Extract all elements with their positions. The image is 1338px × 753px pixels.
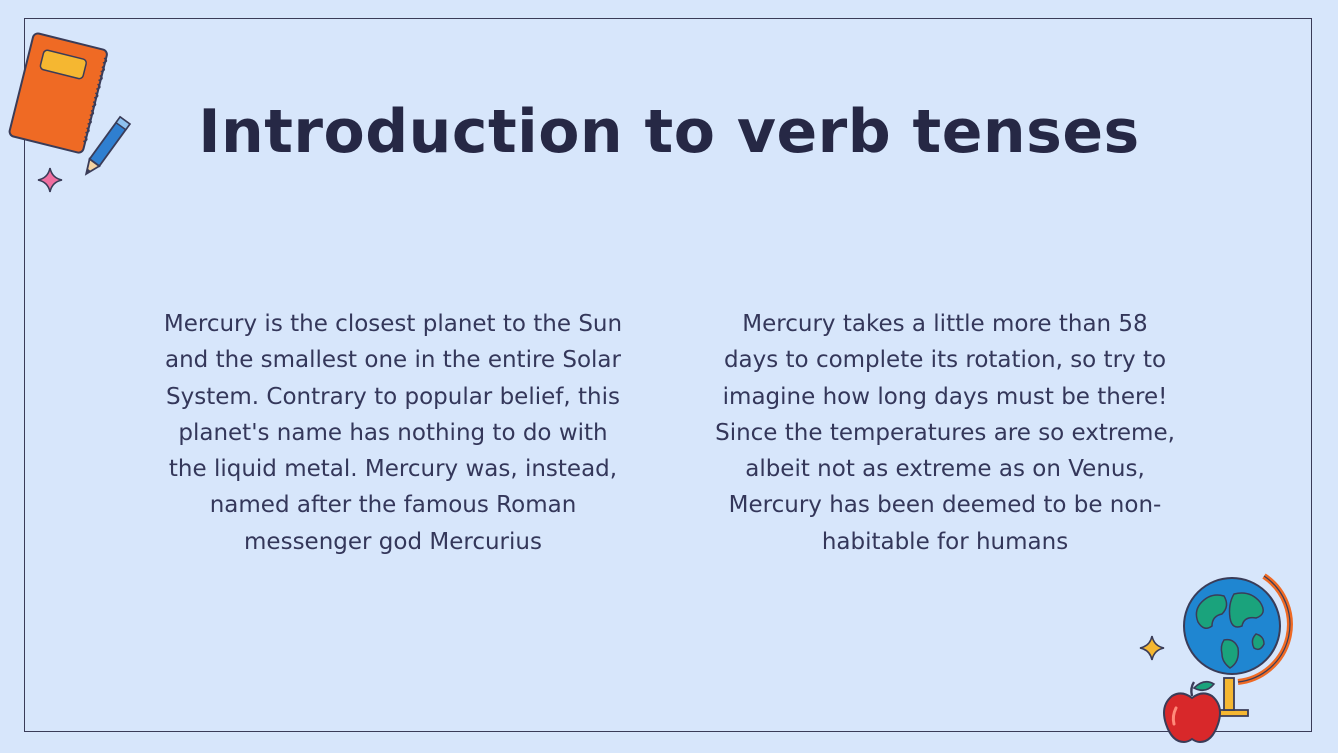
body-text-left: Mercury is the closest planet to the Sun and the smallest one in the entire Solar System. Contrary to popular belief, this planet's name has nothing to do with the liquid metal. Mercury was, instead, named after the famous Roman messenger god Mercurius: [163, 311, 623, 555]
sparkle-icon: [36, 166, 64, 194]
apple-icon: [1162, 678, 1222, 744]
pencil-icon: [76, 112, 134, 184]
slide-title: Introduction to verb tenses: [198, 97, 1140, 167]
body-text-right: Mercury takes a little more than 58 days to complete its rotation, so try to imagine how long days must be there! Since the temperatures are so extreme, albeit not as extreme as on Venus, Mercury has been deemed to be non-habitable for humans: [715, 311, 1175, 555]
sparkle-icon: [1138, 634, 1166, 662]
